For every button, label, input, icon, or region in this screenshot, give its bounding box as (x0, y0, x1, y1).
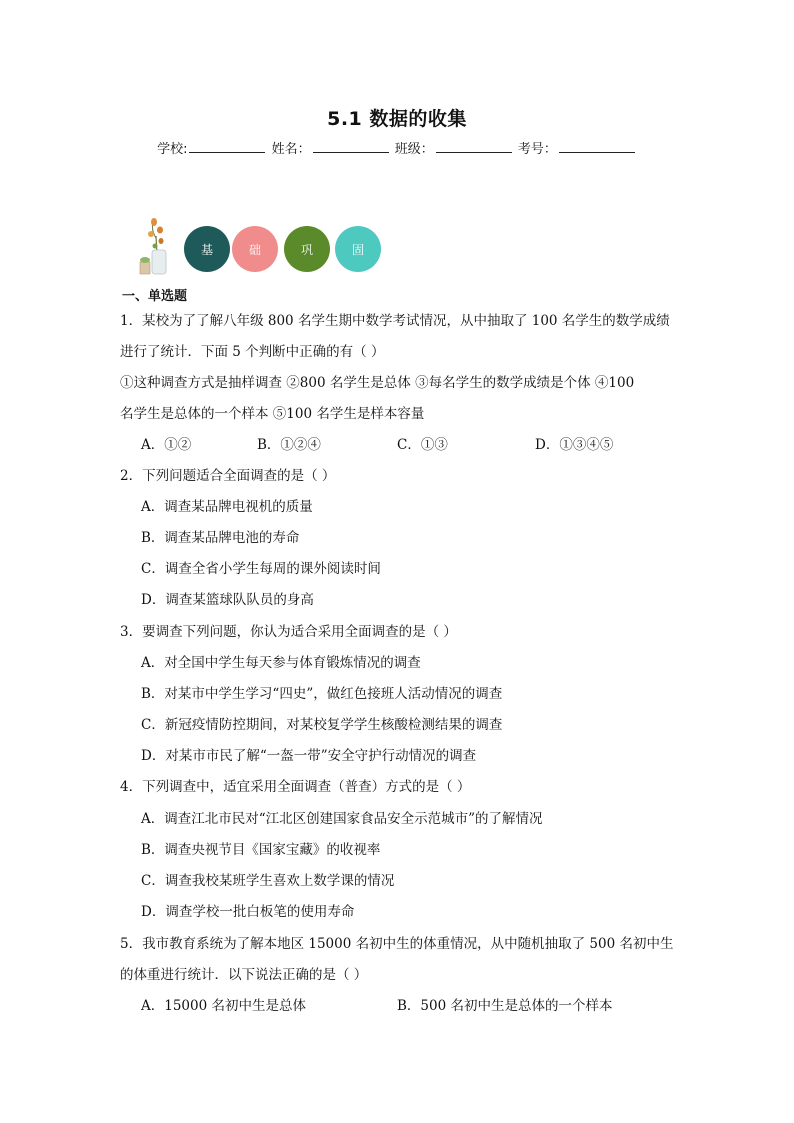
q1-option-d[interactable]: D．①③④⑤ (535, 437, 614, 453)
q4-option-c[interactable]: C．调查我校某班学生喜欢上数学课的情况 (141, 873, 395, 889)
banner-circle-chu: 础 (232, 226, 278, 272)
banner-circle-gu: 固 (335, 226, 381, 272)
q3-option-a[interactable]: A．对全国中学生每天参与体育锻炼情况的调查 (141, 655, 421, 671)
q5-line-1: 5．我市教育系统为了解本地区 15000 名初中生的体重情况，从中随机抽取了 500 名初中生 (120, 936, 674, 952)
q2-option-c[interactable]: C．调查全省小学生每周的课外阅读时间 (141, 561, 381, 577)
number-label: 考号： (517, 142, 557, 157)
class-blank[interactable] (436, 140, 512, 153)
q1-line-3: ①这种调查方式是抽样调查 ②800 名学生是总体 ③每名学生的数学成绩是个体 ④100 (120, 375, 635, 391)
section-banner (136, 216, 396, 278)
q3-option-b[interactable]: B．对某市中学生学习“四史”，做红色接班人活动情况的调查 (141, 686, 503, 702)
q3-option-d[interactable]: D．对某市市民了解“一盔一带”安全守护行动情况的调查 (141, 748, 477, 764)
plant-vase-icon (136, 216, 176, 276)
section-heading: 一、单选题 (122, 289, 188, 304)
q5-option-a[interactable]: A．15000 名初中生是总体 (141, 998, 306, 1014)
q5-option-b[interactable]: B．500 名初中生是总体的一个样本 (397, 998, 613, 1014)
q1-line-1: 1．某校为了了解八年级 800 名学生期中数学考试情况，从中抽取了 100 名学生的数学成绩 (120, 313, 670, 329)
banner-circle-ji: 基 (184, 226, 230, 272)
q2-option-b[interactable]: B．调查某品牌电池的寿命 (141, 530, 300, 546)
page-title: 5.1 数据的收集 (327, 108, 467, 130)
q1-line-4: 名学生是总体的一个样本 ⑤100 名学生是样本容量 (120, 406, 425, 422)
name-blank[interactable] (313, 140, 389, 153)
q4-option-a[interactable]: A．调查江北市民对“江北区创建国家食品安全示范城市”的了解情况 (141, 811, 543, 827)
q5-line-2: 的体重进行统计．以下说法正确的是（ ） (120, 967, 368, 983)
q4-option-d[interactable]: D．调查学校一批白板笔的使用寿命 (141, 904, 355, 920)
q2-line-1: 2．下列问题适合全面调查的是（ ） (120, 468, 336, 484)
q4-option-b[interactable]: B．调查央视节目《国家宝藏》的收视率 (141, 842, 381, 858)
q1-option-c[interactable]: C．①③ (397, 437, 448, 453)
number-blank[interactable] (559, 140, 635, 153)
student-info-line (0, 138, 794, 157)
q4-line-1: 4．下列调查中，适宜采用全面调查（普查）方式的是（ ） (120, 779, 471, 795)
school-blank[interactable] (189, 140, 265, 153)
q1-line-2: 进行了统计．下面 5 个判断中正确的有（ ） (120, 344, 385, 360)
school-label: 学校: (157, 142, 188, 157)
q2-option-a[interactable]: A．调查某品牌电视机的质量 (141, 499, 313, 515)
q1-option-a[interactable]: A．①② (141, 437, 192, 453)
q2-option-d[interactable]: D．调查某篮球队队员的身高 (141, 592, 314, 608)
class-label: 班级： (394, 142, 434, 157)
q3-option-c[interactable]: C．新冠疫情防控期间，对某校复学学生核酸检测结果的调查 (141, 717, 503, 733)
name-label: 姓名： (271, 142, 311, 157)
banner-circle-gong: 巩 (284, 226, 330, 272)
q3-line-1: 3．要调查下列问题，你认为适合采用全面调查的是（ ） (120, 624, 457, 640)
q1-option-b[interactable]: B．①②④ (257, 437, 321, 453)
